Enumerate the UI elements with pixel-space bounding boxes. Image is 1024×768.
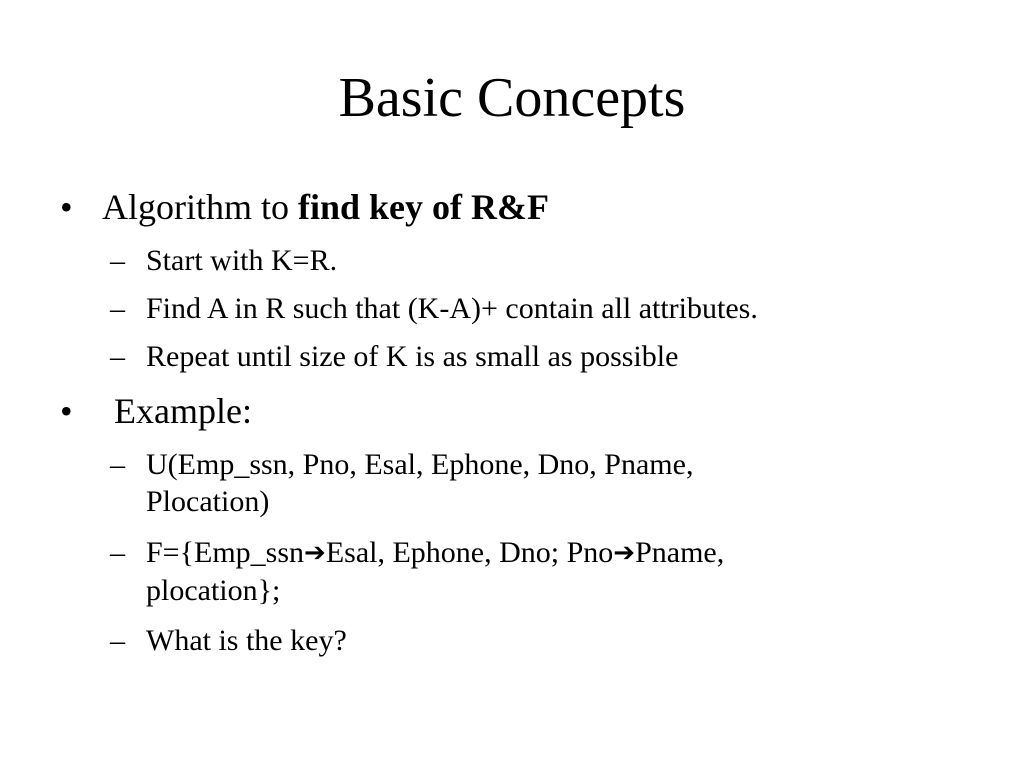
dash-marker: – xyxy=(110,536,125,569)
sub-item-text: Repeat until size of K is as small as possible xyxy=(146,340,679,373)
sub-item-text xyxy=(146,446,986,520)
slide-title: Basic Concepts xyxy=(338,67,686,129)
sub-item-line2: Plocation) xyxy=(146,485,270,518)
bullet-text-prefix: Algorithm to xyxy=(102,187,298,227)
sub-item-text xyxy=(146,534,986,609)
bullet-marker: • xyxy=(60,187,73,227)
sub-item-line1: U(Emp_ssn, Pno, Esal, Ephone, Dno, Pname, xyxy=(146,448,694,481)
fd-part1: F={Emp_ssn xyxy=(146,536,305,569)
dash-marker: – xyxy=(110,292,125,325)
bullet-text: Example: xyxy=(114,391,252,431)
fd-part2: Esal, Ephone, Dno; Pno xyxy=(325,536,614,569)
sub-item-text: Find A in R such that (K-A)+ contain all attributes. xyxy=(146,292,758,325)
fd-line2: plocation}; xyxy=(146,574,281,607)
right-arrow-icon: ➔ xyxy=(613,538,636,568)
fd-part3: Pname, xyxy=(635,536,725,569)
dash-marker: – xyxy=(110,624,125,657)
dash-marker: – xyxy=(110,448,125,481)
bullet-text-bold: find key of R&F xyxy=(298,187,549,227)
bullet-marker: • xyxy=(60,391,73,431)
sub-item-text: What is the key? xyxy=(146,624,347,657)
dash-marker: – xyxy=(110,244,125,277)
bullet-text xyxy=(102,186,549,228)
sub-item-text: Start with K=R. xyxy=(146,244,338,277)
right-arrow-icon: ➔ xyxy=(304,538,326,568)
dash-marker: – xyxy=(110,340,125,373)
